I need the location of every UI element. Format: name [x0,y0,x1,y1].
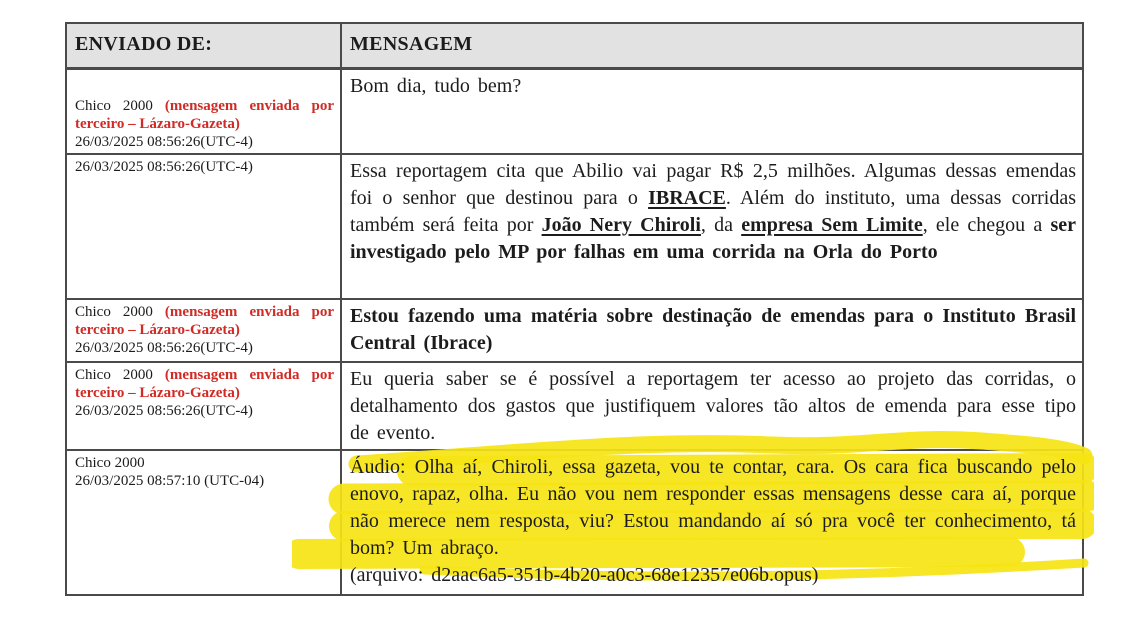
message-text [350,73,1076,100]
text-run: (mensagem enviada por terceiro – Lázaro-Gazeta) [75,303,334,338]
table-row [66,450,1083,595]
message-text [350,303,1076,357]
column-header-mensagem: MENSAGEM [341,23,1083,68]
text-run: 26/03/2025 08:56:26(UTC-4) [75,402,253,419]
message-text [350,158,1076,266]
text-run: , da [700,213,742,236]
text-run: Bom dia, tudo bem? [350,74,522,97]
message-table-body [66,68,1083,595]
text-run: Eu queria saber se é possível a reportagem ter acesso ao projeto das corridas, o detalhamento dos gastos que justifiquem valores tão altos de emenda para esse tipo de evento. [350,367,1076,444]
text-run: (mensagem enviada por terceiro – Lázaro-Gazeta) [75,97,334,132]
text-run: 26/03/2025 08:57:10 (UTC-04) [75,472,265,489]
table-row [66,154,1083,299]
sender-text [75,158,334,176]
table-row [66,299,1083,362]
text-run: ser investigado pelo MP por falhas em uma corrida na Orla do Porto [350,213,1076,263]
message-text [350,366,1076,447]
text-run: Chico 2000 [75,454,145,471]
message-cell [341,450,1083,595]
text-run: 26/03/2025 08:56:26(UTC-4) [75,158,253,175]
text-run: Áudio: Olha aí, Chiroli, essa gazeta, vou te contar, cara. Os cara fica buscando pelo enovo, rapaz, olha. Eu não vou nem responder essas mensagens desse cara aí, porque não merece nem resposta, viu? Estou mandando aí só pra você ter conhecimento, tá bom? Um abraço. [350,455,1076,559]
text-run: Chico 2000 [75,303,165,320]
text-run: IBRACE [648,186,726,209]
sender-cell [66,299,341,362]
table-row [66,362,1083,450]
sender-text [75,303,334,357]
sender-text [75,73,334,151]
text-run: João Nery Chiroli [541,213,701,236]
message-cell [341,154,1083,299]
text-run: Chico 2000 [75,366,165,383]
text-run: 26/03/2025 08:56:26(UTC-4) [75,339,253,356]
sender-cell [66,68,341,154]
text-run: . Além do instituto, uma dessas corridas também será feita por [350,186,1076,236]
text-run: empresa Sem Limite [741,213,923,236]
message-cell [341,68,1083,154]
header-row [66,23,1083,68]
text-run: (mensagem enviada por terceiro – Lázaro-Gazeta) [75,366,334,401]
column-header-enviado-de: ENVIADO DE: [66,23,341,68]
sender-cell [66,362,341,450]
message-text [350,454,1076,589]
text-run: Estou fazendo uma matéria sobre destinação de emendas para o Instituto Brasil Central (Ibrace) [350,304,1076,354]
table-row [66,68,1083,154]
text-run: Chico 2000 [75,97,165,114]
text-run: Essa reportagem cita que Abilio vai pagar R$ 2,5 milhões. Algumas dessas emendas foi o senhor que destinou para o [350,159,1076,209]
messages-table [65,22,1084,596]
text-run: , ele chegou a [922,213,1051,236]
sender-cell [66,450,341,595]
text-run: (arquivo: d2aac6a5-351b-4b20-a0c3-68e12357e06b.opus) [350,563,819,586]
message-cell [341,299,1083,362]
sender-cell [66,154,341,299]
message-cell [341,362,1083,450]
sender-text [75,366,334,420]
text-run: 26/03/2025 08:56:26(UTC-4) [75,133,253,150]
sender-text [75,454,334,490]
